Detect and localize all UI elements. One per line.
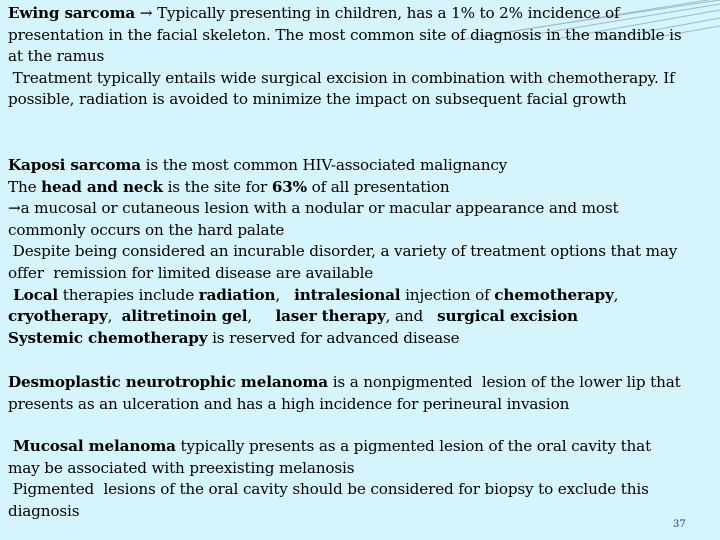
kaposi-line-6: offer remission for limited disease are available xyxy=(8,263,374,282)
mucosal-line-3: Pigmented lesions of the oral cavity should be considered for biopsy to exclude this xyxy=(8,480,649,499)
kaposi-surgical: surgical excision xyxy=(437,307,578,326)
kaposi-line-3-text: a mucosal or cutaneous lesion with a nodular or macular appearance and most xyxy=(20,199,619,218)
kaposi-l7-a: therapies include xyxy=(58,285,199,304)
mucosal-line-1-text: typically presents as a pigmented lesion of the oral cavity that xyxy=(175,437,652,455)
kaposi-l7-c: injection of xyxy=(400,285,495,304)
arrow-right-icon: → xyxy=(139,4,153,22)
kaposi-line-9 xyxy=(8,328,710,350)
kaposi-title: Kaposi sarcoma xyxy=(8,156,141,174)
kaposi-chemotherapy: chemotherapy xyxy=(494,285,614,304)
ewing-line-5: possible, radiation is avoided to minimize the impact on subsequent facial growth xyxy=(8,90,627,109)
kaposi-l8-a: , xyxy=(107,307,122,326)
kaposi-head-neck: head and neck xyxy=(41,177,163,196)
kaposi-line-5: Despite being considered an incurable disorder, a variety of treatment options that may xyxy=(8,242,678,261)
kaposi-sarcoma-paragraph xyxy=(8,155,710,349)
kaposi-systemic: Systemic chemotherapy xyxy=(8,328,208,347)
kaposi-l2-c: of all presentation xyxy=(306,177,450,196)
desmoplastic-melanoma-paragraph xyxy=(8,372,710,415)
kaposi-percent: 63% xyxy=(271,177,307,196)
kaposi-l8-b: , xyxy=(247,307,276,326)
ewing-title: Ewing sarcoma xyxy=(8,4,136,22)
kaposi-laser: laser therapy xyxy=(275,307,386,326)
arrow-right-icon: → xyxy=(8,199,21,218)
kaposi-local: Local xyxy=(8,285,59,304)
page-number: 37 xyxy=(673,519,686,530)
ewing-line-1-text: Typically presenting in children, has a 1% to 2% incidence of xyxy=(157,4,620,22)
kaposi-l8-c: , and xyxy=(385,307,438,326)
kaposi-line-1 xyxy=(8,155,710,177)
kaposi-l9-rest: is reserved for advanced disease xyxy=(207,328,460,347)
kaposi-l2-a: The xyxy=(8,177,42,196)
mucosal-line-4: diagnosis xyxy=(8,501,80,520)
kaposi-line-8 xyxy=(8,306,710,328)
kaposi-l7-b: , xyxy=(275,285,295,304)
kaposi-alitretinoin: alitretinoin gel xyxy=(121,307,248,326)
desmoplastic-line-2: presents as an ulceration and has a high incidence for perineural invasion xyxy=(8,394,570,413)
mucosal-line-2: may be associated with preexisting melanosis xyxy=(8,458,355,477)
ewing-line-3: at the ramus xyxy=(8,47,105,66)
kaposi-intralesional: intralesional xyxy=(294,285,401,304)
kaposi-l2-b: is the site for xyxy=(162,177,272,196)
kaposi-l7-d: , xyxy=(613,285,619,304)
ewing-line-2: presentation in the facial skeleton. The most common site of diagnosis in the mandible is xyxy=(8,25,682,44)
ewing-line-4: Treatment typically entails wide surgical excision in combination with chemotherapy. If xyxy=(8,68,675,87)
desmoplastic-line-1-text: is a nonpigmented lesion of the lower lip that xyxy=(328,373,681,391)
kaposi-cryotherapy: cryotherapy xyxy=(8,307,108,326)
kaposi-line-3 xyxy=(8,198,710,220)
ewing-line-1 xyxy=(8,3,710,25)
kaposi-line-4: commonly occurs on the hard palate xyxy=(8,220,285,239)
kaposi-line-7 xyxy=(8,285,710,307)
kaposi-line-2 xyxy=(8,177,710,199)
ewing-sarcoma-paragraph xyxy=(8,3,710,111)
kaposi-radiation: radiation xyxy=(198,285,276,304)
mucosal-melanoma-paragraph xyxy=(8,436,710,522)
desmoplastic-line-1 xyxy=(8,372,710,394)
kaposi-line-1-text: is the most common HIV-associated malignancy xyxy=(140,156,508,174)
mucosal-title: Mucosal melanoma xyxy=(8,437,176,455)
desmoplastic-title: Desmoplastic neurotrophic melanoma xyxy=(8,373,329,391)
mucosal-line-1 xyxy=(8,436,710,458)
